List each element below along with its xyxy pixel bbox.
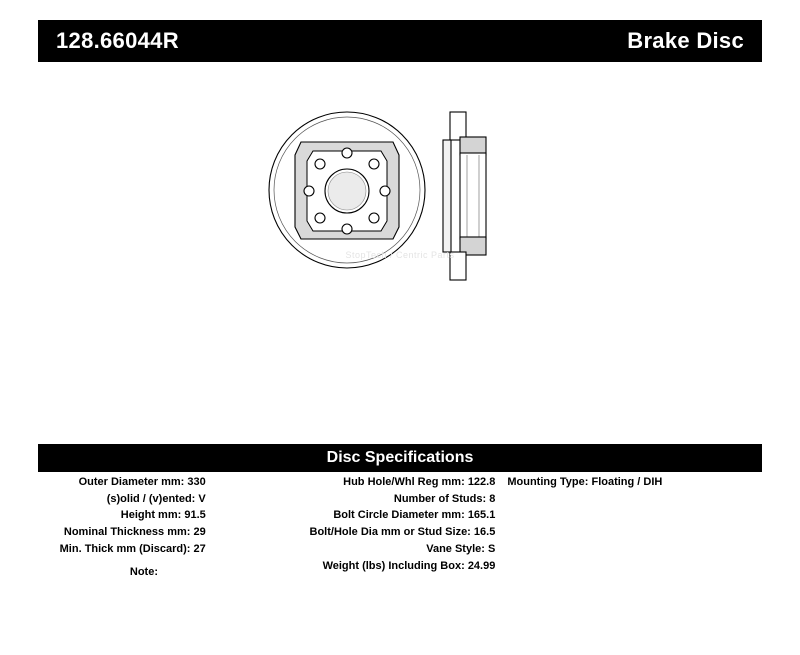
spec-value: 165.1 [467,509,496,522]
spec-value: 122.8 [467,476,496,488]
spec-table [38,474,762,574]
spec-value: Floating / DIH [591,476,663,488]
note-label: Note: [129,566,158,578]
spec-column-middle [212,474,502,574]
spec-label: Weight (lbs) Including Box: [322,559,465,572]
spec-label: Bolt Circle Diameter mm: [333,509,465,522]
spec-label: Number of Studs: [393,492,487,505]
spec-value: 330 [187,476,206,488]
spec-row [38,524,206,541]
spec-value: 8 [489,492,496,505]
spec-section-title: Disc Specifications [326,449,474,466]
spec-row [212,474,496,491]
spec-value: V [198,492,206,505]
header-bar [38,20,762,62]
spec-label: Hub Hole/Whl Reg mm: [343,476,465,488]
part-number: 128.66044R [56,28,179,53]
spec-value: 29 [193,526,206,539]
spec-label: (s)olid / (v)ented: [106,492,196,505]
spec-value: 16.5 [473,526,496,539]
spec-label: Bolt/Hole Dia mm or Stud Size: [309,526,471,539]
page-title: Brake Disc [627,28,744,53]
spec-column-left [38,474,212,574]
spec-row [38,507,206,524]
spec-label: Height mm: [120,509,182,522]
spec-label: Nominal Thickness mm: [63,526,191,539]
spec-row [38,474,206,491]
spec-column-right [501,474,762,574]
note-row [38,566,762,578]
spec-label: Vane Style: [426,542,485,555]
spec-value: 24.99 [467,559,496,572]
watermark-text: StopTech / Centric Parts [345,250,455,260]
spec-value: 27 [193,542,206,555]
spec-row [507,474,762,491]
spec-value: 91.5 [184,509,206,522]
spec-label: Min. Thick mm (Discard): [59,542,191,555]
rotor-illustration [255,95,545,295]
spec-row [212,491,496,508]
spec-value: S [488,542,496,555]
spec-row [212,524,496,541]
spec-row [38,491,206,508]
spec-section-header [38,444,762,472]
spec-row [212,541,496,558]
spec-row [38,541,206,558]
spec-label: Outer Diameter mm: [78,476,185,488]
spec-label: Mounting Type: [507,476,589,488]
spec-row [212,507,496,524]
